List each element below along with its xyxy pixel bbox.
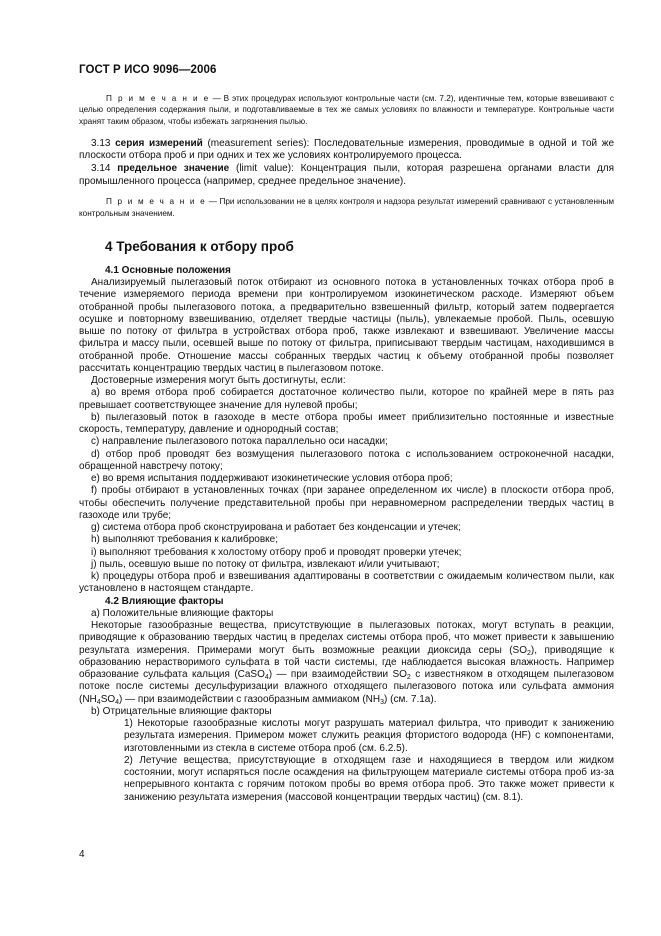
definition-3-14 <box>79 163 614 188</box>
text-run: ) — при взаимодействии с газообразным аммиаком (NH <box>119 693 381 705</box>
list-item: i) выполняют требования к холостому отбору проб и проводят проверки утечек; <box>91 546 462 558</box>
definition-english: (limit value): <box>235 163 294 175</box>
list-item: b) пылегазовый поток в газоходе в месте отбора пробы имеет приблизительно постоянные и известные скорость, температуру, давление и однородный состав; <box>79 411 614 436</box>
note-paragraph <box>79 93 614 127</box>
list-item: c) направление пылегазового потока параллельно оси насадки; <box>91 436 388 448</box>
text-run: SO <box>100 693 116 705</box>
note-paragraph <box>79 196 614 219</box>
body-paragraph <box>79 620 614 706</box>
factor-heading: b) Отрицательные влияющие факторы <box>91 705 272 717</box>
list-item: d) отбор проб проводят без возмущения пылегазового потока с использованием остроконечной насадки, обращенной навстречу потоку; <box>79 448 614 472</box>
text-run: Некоторые газообразные вещества, присутствующие в пылегазовых потоках, могут вступать в реакции, приводящие к образованию твердых частиц в пределах системы отбора проб, что может привести к завышению результата измерения. Примерами могут быть возможные реакции диоксида серы (SO <box>79 620 614 656</box>
text-run: с известняком в отходящем пылегазовом потоке после системы десульфуризации влажного отходящего пылегазового потока или сульфата аммония (NH <box>79 669 615 705</box>
text-run: ), приводящие к образованию нерастворимого сульфата в той части системы, где наблюдается высокая влажность. Например образование сульфата кальция (CaSO <box>79 644 614 681</box>
list-item: g) система отбора проб сконструирована и работает без конденсации и утечек; <box>91 522 461 534</box>
section-heading: 4 Требования к отбору проб <box>105 238 294 254</box>
factor-item: 2) Летучие вещества, присутствующие в отходящем газе и находящиеся в твердом или жидком состоянии, могут испаряться после осаждения на фильтрующем материале системы отбора проб из-за непрерывного контакта с горячим потоком пробы во время отбора проб. Это также может привести к занижению результата измерения (массовой концентрации твердых частиц) (см. 8.1). <box>124 754 614 803</box>
factor-item: 1) Некоторые газообразные кислоты могут разрушать материал фильтра, что приводит к занижению результата измерения. Примером может служить реакция фтористого водорода (HF) с компонентами, изготовленными из стекла в системе отбора проб (см. 6.2.5). <box>124 718 614 754</box>
page-number: 4 <box>79 849 85 860</box>
subscript: 4 <box>96 698 101 706</box>
subscript: 2 <box>527 649 531 657</box>
subscript: 4 <box>264 674 269 682</box>
definition-term: серия измерений <box>115 137 203 149</box>
list-item: j) пыль, осевшую выше по потоку от фильтра, извлекают и/или учитывают; <box>91 558 440 570</box>
document-header: ГОСТ Р ИСО 9096—2006 <box>79 64 217 76</box>
definition-text: Последовательные измерения, проводимые в одной и той же плоскости отбора проб и при одних и тех же условиях контролируемого процесса. <box>79 137 615 162</box>
list-item: k) процедуры отбора проб и взвешивания адаптированы в соответствии с ожидаемым количеством пыли, как установлено в настоящем стандарте. <box>79 571 614 595</box>
page-content <box>79 93 614 804</box>
text-run: ) — при взаимодействии SO <box>268 669 407 681</box>
note-label: П р и м е ч а н и е <box>106 94 210 103</box>
list-item: f) пробы отбирают в установленных точках (при заранее определенном их числе) в плоскости отбора проб, чтобы обеспечить получение представительной пробы при неравномерном распределении твердых частиц в газоходе или трубе; <box>79 485 614 521</box>
list-item: h) выполняют требования к калибровке; <box>91 534 279 546</box>
note-label: П р и м е ч а н и е <box>106 197 207 207</box>
factor-heading: а) Положительные влияющие факторы <box>91 607 274 619</box>
subsection-heading: 4.1 Основные положения <box>105 264 231 276</box>
note-text: — При использовании не в целях контроля и надзора результат измерений сравнивают с установленным контрольным значением. <box>79 197 614 218</box>
definition-text: Концентрация пыли, которая разрешена органами власти для промышленного процесса (например, среднее предельное значение). <box>79 163 615 187</box>
subscript: 4 <box>115 698 120 706</box>
body-paragraph: Анализируемый пылегазовый поток отбирают из основного потока в установленных точках отбора проб в течение измеряемого периода времени при контролируемом изокинетическом расходе. Измеряют объем отобранной пробы пылегазового потока, а предварительно взвешенный фильтр, который затем подвергается осушке и повторному взвешиванию, отделяет твердые частицы (пыль), увлекаемые пробой. Пыль, осевшую выше по потоку от фильтра в устройствах отбора проб, также извлекают и взвешивают. Увеличение массы фильтра и массу пыли, осевшей выше по потоку от фильтра, приписывают твердым частицам, находившимся в отобранной пробе. Отношение массы собранных твердых частиц к объему отобранной пробы позволяет рассчитать концентрацию твердых частиц в пылегазовом потоке. <box>79 277 614 374</box>
text-run: ) (см. 7.1а). <box>384 693 437 705</box>
subscript: 2 <box>406 674 411 682</box>
definition-3-13 <box>79 138 614 163</box>
subsection-heading: 4.2 Влияющие факторы <box>105 595 224 607</box>
body-paragraph: Достоверные измерения могут быть достигнуты, если: <box>91 375 346 387</box>
list-item: а) во время отбора проб собирается достаточное количество пыли, которое по крайней мере в пять раз превышает соответствующее значение для нулевой пробы; <box>79 387 614 411</box>
definition-number: 3.14 <box>91 163 111 175</box>
definition-number: 3.13 <box>91 137 111 149</box>
note-text: — В этих процедурах используют контрольные части (см. 7.2), идентичные тем, которые взвешивают с целью определения содержания пыли, и подготавливаемые в тех же самых условиях по влажности и температуре. Контрольные части хранят таким образом, чтобы избежать загрязнения пылью. <box>79 94 614 126</box>
list-item: e) во время испытания поддерживают изокинетические условия отбора проб; <box>91 473 453 485</box>
definition-english: (measurement series): <box>207 137 310 149</box>
definition-term: предельное значение <box>117 163 230 175</box>
subscript: 3 <box>380 698 385 706</box>
